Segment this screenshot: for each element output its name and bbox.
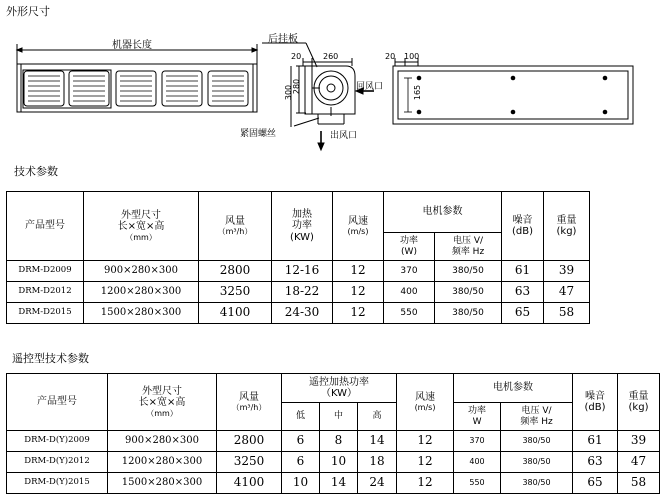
dim-260: 260 — [323, 52, 339, 61]
header-voltage-frequency: 电压 V/ 频率 Hz — [435, 233, 502, 261]
table-row — [7, 261, 590, 282]
cell-volt-freq: 380/50 — [501, 473, 573, 494]
cell-speed: 12 — [397, 473, 454, 494]
cell-speed: 12 — [333, 303, 384, 324]
header-mid: 中 — [320, 403, 358, 431]
cell-power: 550 — [454, 473, 501, 494]
cell-weight: 47 — [544, 282, 590, 303]
header-remote-heat: 遥控加热功率 （KW） — [282, 374, 397, 403]
header-motor: 电机参数 — [384, 192, 502, 233]
table-row — [7, 473, 660, 494]
cell-high: 18 — [358, 452, 397, 473]
header-voltage-frequency: 电压 V/ 频率 Hz — [501, 403, 573, 431]
cell-airflow: 4100 — [199, 303, 272, 324]
cell-volt-freq: 380/50 — [501, 431, 573, 452]
cell-noise: 61 — [502, 261, 544, 282]
cell-high: 14 — [358, 431, 397, 452]
dim-300: 300 — [284, 84, 294, 101]
header-size: 外型尺寸 长×宽×高 （mm） — [108, 374, 217, 431]
cell-airflow: 3250 — [217, 452, 282, 473]
header-model: 产品型号 — [7, 192, 84, 261]
header-noise: 噪音 (dB) — [573, 374, 618, 431]
cell-speed: 12 — [397, 431, 454, 452]
cell-heat: 18-22 — [272, 282, 333, 303]
cell-model: DRM-D(Y)2015 — [7, 473, 108, 494]
header-high: 高 — [358, 403, 397, 431]
header-airflow: 风量 （m³/h） — [199, 192, 272, 261]
header-weight: 重量 (kg) — [544, 192, 590, 261]
machine-length-label: 机器长度 — [112, 40, 152, 51]
cell-volt-freq: 380/50 — [435, 261, 502, 282]
specs-table — [6, 191, 590, 324]
cell-weight: 58 — [618, 473, 660, 494]
table-row — [7, 303, 590, 324]
cell-size: 900×280×300 — [108, 431, 217, 452]
dim-280: 280 — [292, 78, 302, 95]
dim-165: 165 — [413, 84, 423, 101]
header-model: 产品型号 — [7, 374, 108, 431]
return-air-label: 回风口 — [356, 82, 384, 92]
cell-mid: 10 — [320, 452, 358, 473]
back-plate-label: 后挂板 — [268, 34, 298, 45]
dim-20-side: 20 — [291, 52, 302, 61]
cell-volt-freq: 380/50 — [435, 282, 502, 303]
outlet-label: 出风口 — [330, 131, 358, 141]
cell-speed: 12 — [397, 452, 454, 473]
cell-airflow: 2800 — [199, 261, 272, 282]
cell-airflow: 4100 — [217, 473, 282, 494]
cell-noise: 63 — [502, 282, 544, 303]
header-airflow: 风量 （m³/h） — [217, 374, 282, 431]
cell-model: DRM-D(Y)2012 — [7, 452, 108, 473]
header-size: 外型尺寸 长×宽×高 （mm） — [84, 192, 199, 261]
cell-volt-freq: 380/50 — [501, 452, 573, 473]
cell-high: 24 — [358, 473, 397, 494]
cell-model: DRM-D2009 — [7, 261, 84, 282]
cell-heat: 12-16 — [272, 261, 333, 282]
cell-mid: 14 — [320, 473, 358, 494]
cell-size: 1200×280×300 — [108, 452, 217, 473]
cell-weight: 39 — [618, 431, 660, 452]
cell-speed: 12 — [333, 261, 384, 282]
dimensions-title: 外形尺寸 — [6, 5, 50, 18]
cell-weight: 47 — [618, 452, 660, 473]
cell-volt-freq: 380/50 — [435, 303, 502, 324]
specs-title: 技术参数 — [14, 165, 58, 178]
header-weight: 重量 (kg) — [618, 374, 660, 431]
cell-speed: 12 — [333, 282, 384, 303]
header-speed: 风速 (m/s) — [333, 192, 384, 261]
cell-size: 900×280×300 — [84, 261, 199, 282]
cell-model: DRM-D2012 — [7, 282, 84, 303]
cell-low: 6 — [282, 431, 320, 452]
cell-low: 6 — [282, 452, 320, 473]
cell-power: 370 — [454, 431, 501, 452]
remote-specs-table — [6, 373, 660, 494]
table-row — [7, 282, 590, 303]
table-row — [7, 431, 660, 452]
cell-power: 370 — [384, 261, 435, 282]
cell-power: 550 — [384, 303, 435, 324]
remote-specs-title: 遥控型技术参数 — [12, 352, 89, 365]
header-power: 功率 W — [454, 403, 501, 431]
front-view — [17, 44, 257, 112]
header-power: 功率 (W) — [384, 233, 435, 261]
table-row — [7, 452, 660, 473]
cell-model: DRM-D(Y)2009 — [7, 431, 108, 452]
side-view — [262, 43, 374, 150]
cell-airflow: 2800 — [217, 431, 282, 452]
cell-noise: 61 — [573, 431, 618, 452]
header-heat: 加热 功率 (KW) — [272, 192, 333, 261]
header-motor: 电机参数 — [454, 374, 573, 403]
dim-100: 100 — [404, 52, 420, 61]
cell-low: 10 — [282, 473, 320, 494]
cell-weight: 39 — [544, 261, 590, 282]
cell-size: 1200×280×300 — [84, 282, 199, 303]
cell-heat: 24-30 — [272, 303, 333, 324]
cell-power: 400 — [454, 452, 501, 473]
dim-20-back: 20 — [385, 52, 396, 61]
cell-weight: 58 — [544, 303, 590, 324]
header-noise: 噪音 (dB) — [502, 192, 544, 261]
cell-noise: 63 — [573, 452, 618, 473]
cell-airflow: 3250 — [199, 282, 272, 303]
cell-power: 400 — [384, 282, 435, 303]
cell-noise: 65 — [573, 473, 618, 494]
header-low: 低 — [282, 403, 320, 431]
fastening-screw-label: 紧固螺丝 — [240, 129, 277, 139]
cell-noise: 65 — [502, 303, 544, 324]
cell-size: 1500×280×300 — [108, 473, 217, 494]
header-speed: 风速 (m/s) — [397, 374, 454, 431]
cell-size: 1500×280×300 — [84, 303, 199, 324]
cell-mid: 8 — [320, 431, 358, 452]
cell-model: DRM-D2015 — [7, 303, 84, 324]
